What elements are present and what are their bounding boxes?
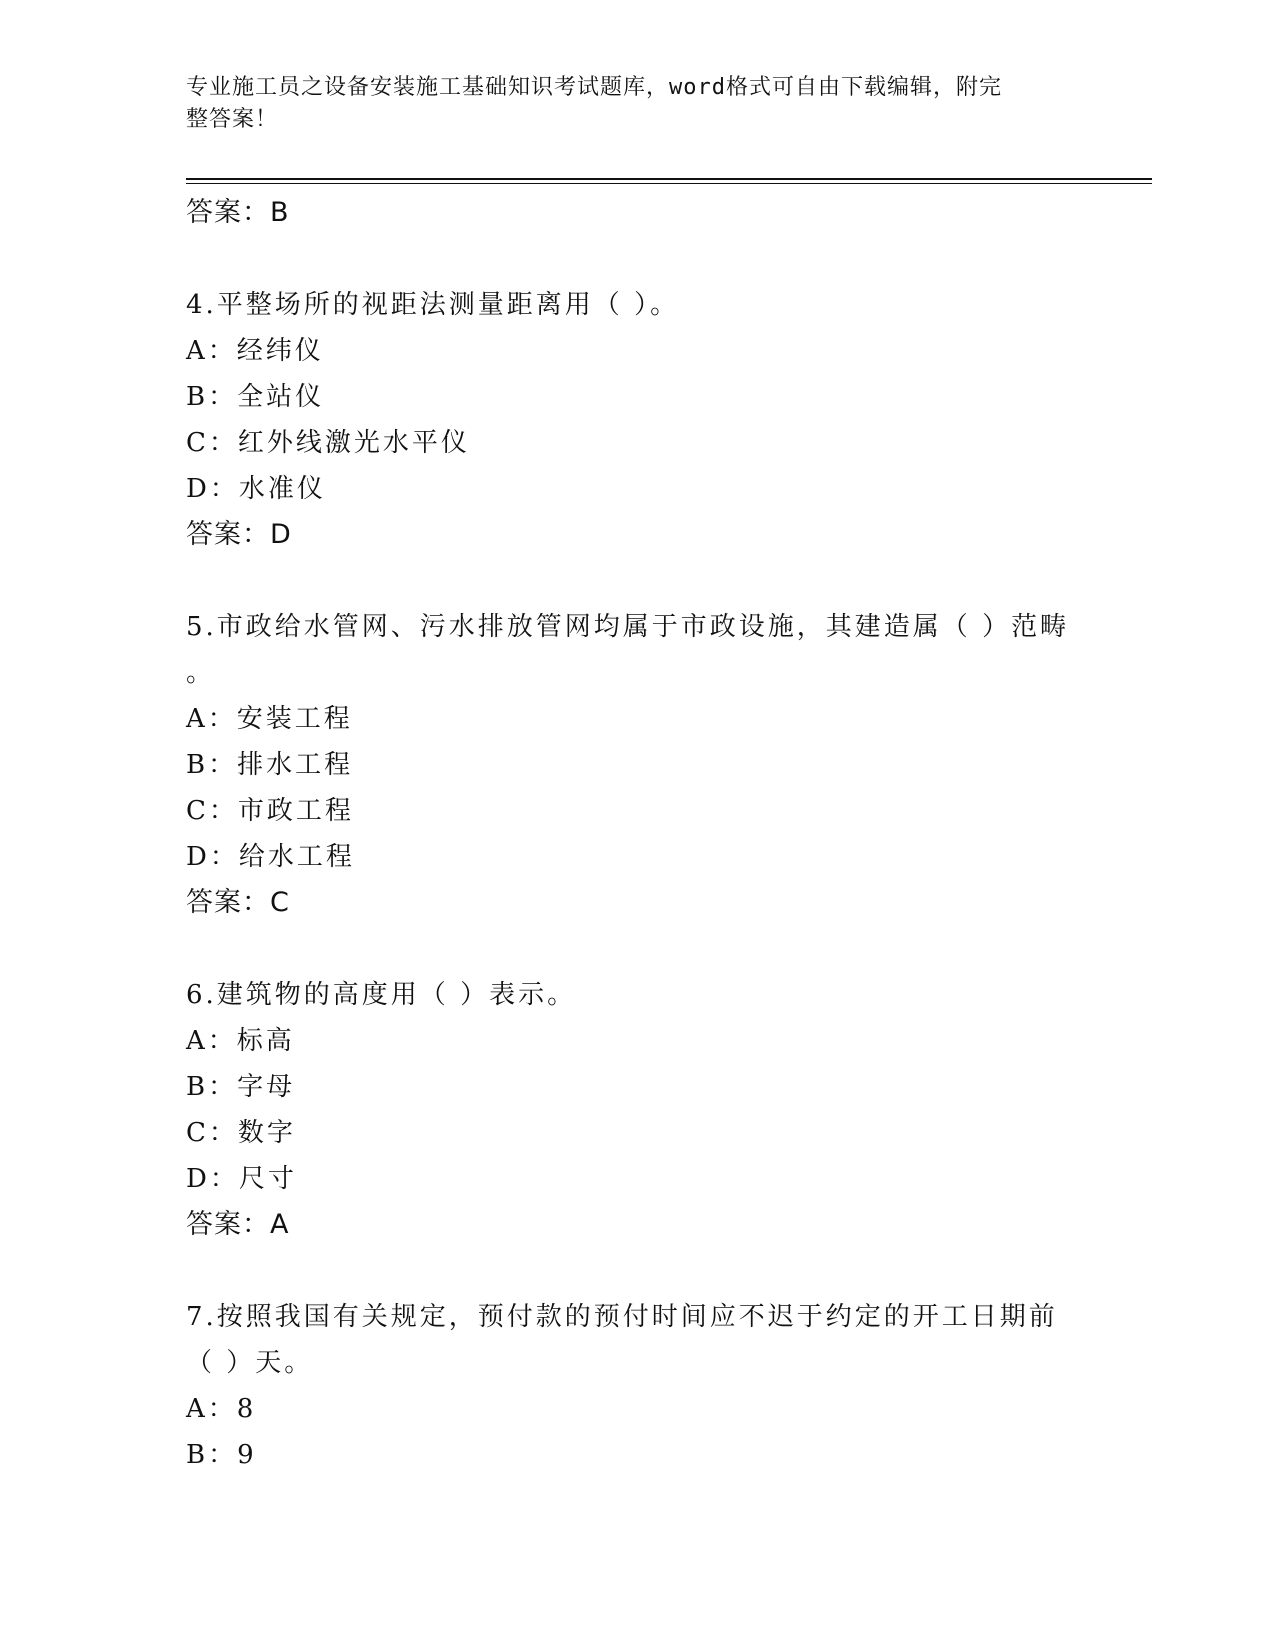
- question-6: [186, 972, 1086, 1248]
- option-a: A：安装工程: [186, 704, 353, 734]
- question-4: [186, 282, 1086, 558]
- option-d: D：尺寸: [186, 1164, 297, 1194]
- question-answer: 答案：D: [186, 519, 292, 550]
- header-line-1: 专业施工员之设备安装施工基础知识考试题库，word格式可自由下载编辑，附完: [186, 75, 1002, 100]
- option-a: A：标高: [186, 1026, 295, 1056]
- option-b: B：全站仪: [186, 382, 325, 412]
- question-stem: 6.建筑物的高度用（ ）表示。: [186, 980, 577, 1010]
- spacer: [186, 236, 1086, 282]
- spacer: [186, 926, 1086, 972]
- question-answer: 答案：A: [186, 1209, 290, 1240]
- question-5: [186, 604, 1086, 926]
- question-7: [186, 1294, 1086, 1478]
- question-answer: 答案：C: [186, 887, 290, 918]
- question-stem-continued: 。: [186, 658, 216, 688]
- option-b: B：排水工程: [186, 750, 354, 780]
- spacer: [186, 558, 1086, 604]
- option-a: A：经纬仪: [186, 336, 324, 366]
- option-d: D：水准仪: [186, 474, 326, 504]
- question-stem-continued: （ ）天。: [186, 1348, 314, 1378]
- page-header: [186, 72, 1066, 136]
- question-list: [186, 190, 1086, 1478]
- option-b: B：9: [186, 1440, 257, 1470]
- header-rule-thick: [186, 178, 1152, 180]
- spacer: [186, 1248, 1086, 1294]
- option-a: A：8: [186, 1394, 257, 1424]
- option-c: C：红外线激光水平仪: [186, 428, 470, 458]
- header-rule-thin: [186, 183, 1152, 184]
- question-stem: 4.平整场所的视距法测量距离用（ ）。: [186, 290, 680, 320]
- option-c: C：市政工程: [186, 796, 354, 826]
- question-stem: 5.市政给水管网、污水排放管网均属于市政设施，其建造属（ ）范畴: [186, 612, 1070, 642]
- header-line-2: 整答案！: [186, 107, 279, 132]
- option-b: B：字母: [186, 1072, 296, 1102]
- answer-previous: 答案：B: [186, 197, 290, 228]
- option-d: D：给水工程: [186, 842, 355, 872]
- option-c: C：数字: [186, 1118, 296, 1148]
- question-stem: 7.按照我国有关规定，预付款的预付时间应不迟于约定的开工日期前: [186, 1302, 1058, 1332]
